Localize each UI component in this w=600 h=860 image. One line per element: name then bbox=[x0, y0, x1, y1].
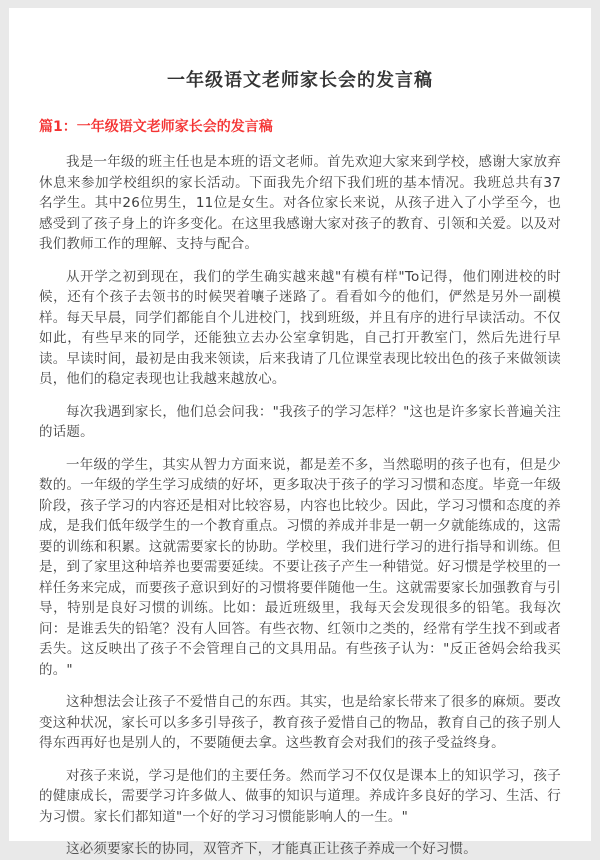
document-page bbox=[9, 8, 591, 857]
paragraph-container bbox=[39, 152, 561, 860]
document-title: 一年级语文老师家长会的发言稿 bbox=[167, 70, 433, 91]
paragraph: 对孩子来说，学习是他们的主要任务。然而学习不仅仅是课本上的知识学习，孩子的健康成长，需要学习许多做人、做事的知识与道理。养成许多良好的学习、生活、行为习惯。家长们都知道"一个好的学习习惯能影响人的一生。" bbox=[39, 767, 561, 825]
paragraph: 从开学之初到现在，我们的学生确实越来越"有模有样"To记得，他们刚进校的时候，还有个孩子去领书的时候哭着嚷子迷路了。看看如今的他们，俨然是另外一副模样。每天早晨，同学们都能自个儿进校门，找到班级，并且有序的进行早读活动。不仅如此，有些早来的同学，还能独立去办公室拿钥匙，自己打开教室门，然后先进行早读。早读时间，最初是由我来领读，后来我请了几位课堂表现比较出色的孩子来做领读员，他们的稳定表现也让我越来越放心。 bbox=[39, 268, 561, 387]
paragraph: 一年级的学生，其实从智力方面来说，都是差不多，当然聪明的孩子也有，但是少数的。一年级的学生学习成绩的好坏，更多取决于孩子的学习习惯和态度。毕竟一年级阶段，孩子学习的内容还是相对比较容易，内容也比较少。因此，学习习惯和态度的养成，是我们低年级学生的一个教育重点。习惯的养成并非是一朝一夕就能练成的，这需要的训练和积累。这就需要家长的协助。学校里，我们进行学习的进行指导和训练。但是，到了家里这种培养也要需要延续。不要让孩子产生一种错觉。好习惯是学校里的一样任务来完成，而要孩子意识到好的习惯将要伴随他一生。这就需要家长加强教育与引导，特别是良好习惯的训练。比如：最近班级里，我每天会发现很多的铅笔。我每次问：是谁丢失的铅笔？没有人回答。有些衣物、红领巾之类的，经常有学生找不到或者丢失。这反映出了孩子不会管理自己的文具用品。有些孩子认为："反正爸妈会给我买的。" bbox=[39, 456, 561, 678]
paragraph: 这必须要家长的协同，双管齐下，才能真正让孩子养成一个好习惯。 bbox=[66, 841, 477, 857]
section-heading: 篇1：一年级语文老师家长会的发言稿 bbox=[39, 119, 273, 135]
paragraph: 每次我遇到家长，他们总会问我："我孩子的学习怎样？"这也是许多家长普遍关注的话题。 bbox=[39, 403, 561, 440]
paragraph: 我是一年级的班主任也是本班的语文老师。首先欢迎大家来到学校，感谢大家放弃休息来参加学校组织的家长活动。下面我先介绍下我们班的基本情况。我班总共有37名学生。其中26位男生，11位是女生。对各位家长来说，从孩子进入了小学至今，也感受到了孩子身上的许多变化。在这里我感谢大家对孩子的教育、引领和关爱。以及对我们教师工作的理解、支持与配合。 bbox=[39, 154, 561, 252]
paragraph: 这种想法会让孩子不爱惜自己的东西。其实，也是给家长带来了很多的麻烦。要改变这种状况，家长可以多多引导孩子，教育孩子爱惜自己的物品，教育自己的孩子别人得东西再好也是别人的，不要随便去拿。这些教育会对我们的孩子受益终身。 bbox=[39, 694, 561, 751]
